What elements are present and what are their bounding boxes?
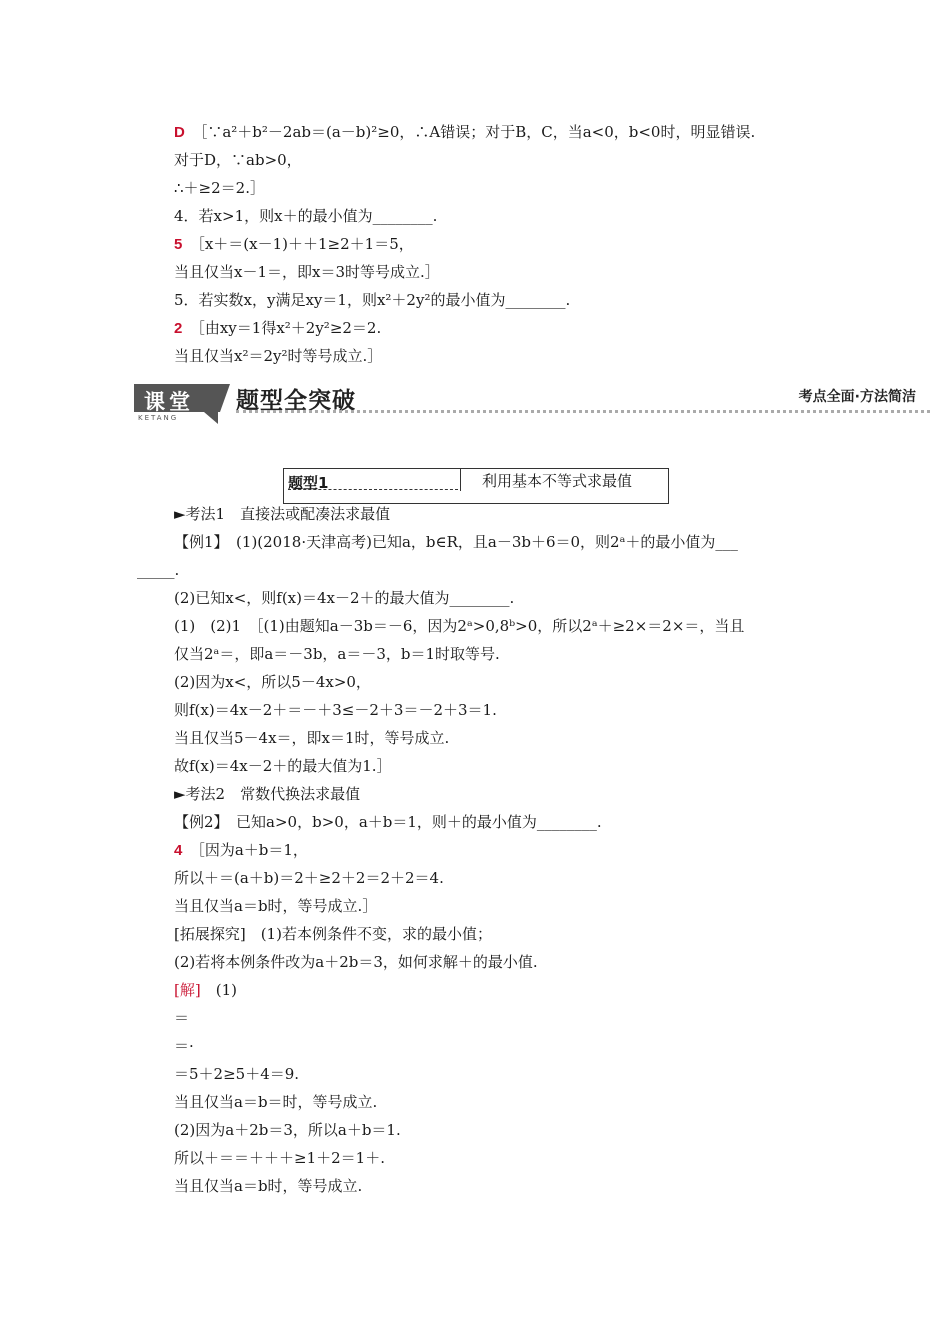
text-line: [174, 122, 755, 143]
banner-block-edge: [220, 384, 230, 412]
line-text: 则f(x)＝4x－2＋＝－＋3≤－2＋3＝－2＋3＝1.: [174, 701, 497, 719]
text-line: [174, 728, 449, 748]
question-type-underline: [288, 489, 458, 490]
text-line: [174, 588, 514, 608]
line-text: ［x＋＝(x－1)＋＋1≥2＋1＝5，: [189, 235, 414, 253]
text-line: [174, 812, 602, 832]
line-text: 【例1】 (1)(2018·天津高考)已知a，b∈R，且a－3b＋6＝0，则2ᵃ＋的最小值为___: [174, 533, 738, 551]
answer-marker: 2: [174, 320, 183, 337]
banner-right-caption: 考点全面·方法简洁: [798, 389, 916, 405]
line-text: (2)已知x<，则f(x)＝4x－2＋的最大值为________.: [174, 589, 515, 607]
line-text: (1): [200, 981, 237, 999]
text-line: [174, 1008, 189, 1028]
text-line: [174, 1064, 299, 1084]
text-line: [174, 840, 308, 861]
text-line: [174, 504, 390, 524]
text-line: [137, 560, 179, 580]
text-line: [174, 262, 440, 282]
line-text: [拓展探究] (1)若本例条件不变，求的最小值；: [174, 925, 492, 943]
answer-marker: 4: [174, 842, 183, 859]
text-line: [174, 616, 744, 636]
text-line: [174, 178, 265, 198]
line-text: ∴＋≥2＝2.］: [174, 179, 265, 197]
text-line: [174, 952, 538, 972]
line-text: 对于D，∵ab>0，: [174, 151, 302, 169]
text-line: [174, 532, 738, 552]
line-text: 【例2】 已知a>0，b>0，a＋b＝1，则＋的最小值为________.: [174, 813, 602, 831]
line-text: (2)因为a＋2b＝3，所以a＋b＝1.: [174, 1121, 401, 1139]
line-text: 当且仅当a＝b时，等号成立.: [174, 1177, 363, 1195]
line-text: 当且仅当x²＝2y²时等号成立.］: [174, 347, 383, 365]
line-text: (1) (2)1 ［(1)由题知a－3b＝－6，因为2ᵃ>0,8ᵇ>0，所以2ᵃ＋≥2×＝2×＝，当且: [174, 617, 745, 635]
line-text: ［由xy＝1得x²＋2y²≥2＝2.: [189, 319, 382, 337]
line-text: 仅当2ᵃ＝，即a＝－3b，a＝－3，b＝1时取等号.: [174, 645, 500, 663]
text-line: [174, 1176, 362, 1196]
text-line: [174, 346, 382, 366]
line-text: ＝: [174, 1009, 190, 1027]
text-line: [174, 1036, 194, 1056]
answer-marker: D: [174, 124, 185, 141]
text-line: [174, 700, 497, 720]
line-text: ［因为a＋b＝1，: [189, 841, 308, 859]
line-text: 4．若x>1，则x＋的最小值为________.: [174, 207, 438, 225]
line-text: ＝·: [174, 1037, 194, 1055]
text-line: [174, 784, 360, 804]
banner-tail: [204, 412, 218, 424]
text-line: [174, 206, 437, 226]
question-type-box: [283, 468, 669, 504]
banner-block-text: 课堂: [144, 390, 194, 414]
text-line: [174, 234, 414, 255]
banner-divider: [236, 410, 930, 413]
text-line: [174, 980, 237, 1000]
banner-title: 题型全突破: [236, 388, 356, 414]
line-text: 当且仅当a＝b＝时，等号成立.: [174, 1093, 378, 1111]
question-type-label: 题型1: [288, 474, 329, 492]
text-line: [174, 150, 302, 170]
banner-block-subtitle: KETANG: [138, 414, 179, 422]
answer-marker: 5: [174, 236, 183, 253]
line-text: _____.: [137, 561, 180, 579]
line-text: ＝5＋2≥5＋4＝9.: [174, 1065, 300, 1083]
text-line: [174, 868, 444, 888]
text-line: [174, 1120, 401, 1140]
line-text: 当且仅当5－4x＝，即x＝1时，等号成立.: [174, 729, 450, 747]
line-text: 5．若实数x，y满足xy＝1，则x²＋2y²的最小值为________.: [174, 291, 571, 309]
text-line: [174, 756, 392, 776]
line-text: 当且仅当a＝b时，等号成立.］: [174, 897, 378, 915]
text-line: [174, 1092, 377, 1112]
line-text: 故f(x)＝4x－2＋的最大值为1.］: [174, 757, 392, 775]
line-text: 当且仅当x－1＝，即x＝3时等号成立.］: [174, 263, 440, 281]
text-line: [174, 672, 371, 692]
question-type-title: 利用基本不等式求最值: [482, 472, 633, 490]
text-line: [174, 896, 377, 916]
line-text: (2)因为x<，所以5－4x>0，: [174, 673, 371, 691]
text-line: [174, 924, 492, 944]
line-text: (2)若将本例条件改为a＋2b＝3，如何求解＋的最小值.: [174, 953, 538, 971]
line-text: ►考法2 常数代换法求最值: [174, 785, 361, 803]
line-text: ［∵a²＋b²－2ab＝(a－b)²≥0，∴A错误；对于B，C，当a<0，b<0时，明显错误.: [192, 123, 756, 141]
line-text: ►考法1 直接法或配凑法求最值: [174, 505, 391, 523]
line-text: 所以＋＝(a＋b)＝2＋≥2＋2＝2＋2＝4.: [174, 869, 444, 887]
banner-block: [134, 384, 220, 412]
text-line: [174, 644, 500, 664]
text-line: [174, 318, 381, 339]
question-type-divider: [460, 469, 461, 491]
answer-marker: [解]: [174, 981, 201, 999]
line-text: 所以＋＝＝＋＋＋≥1＋2＝1＋.: [174, 1149, 385, 1167]
text-line: [174, 290, 570, 310]
section-banner: [134, 380, 930, 428]
text-line: [174, 1148, 385, 1168]
